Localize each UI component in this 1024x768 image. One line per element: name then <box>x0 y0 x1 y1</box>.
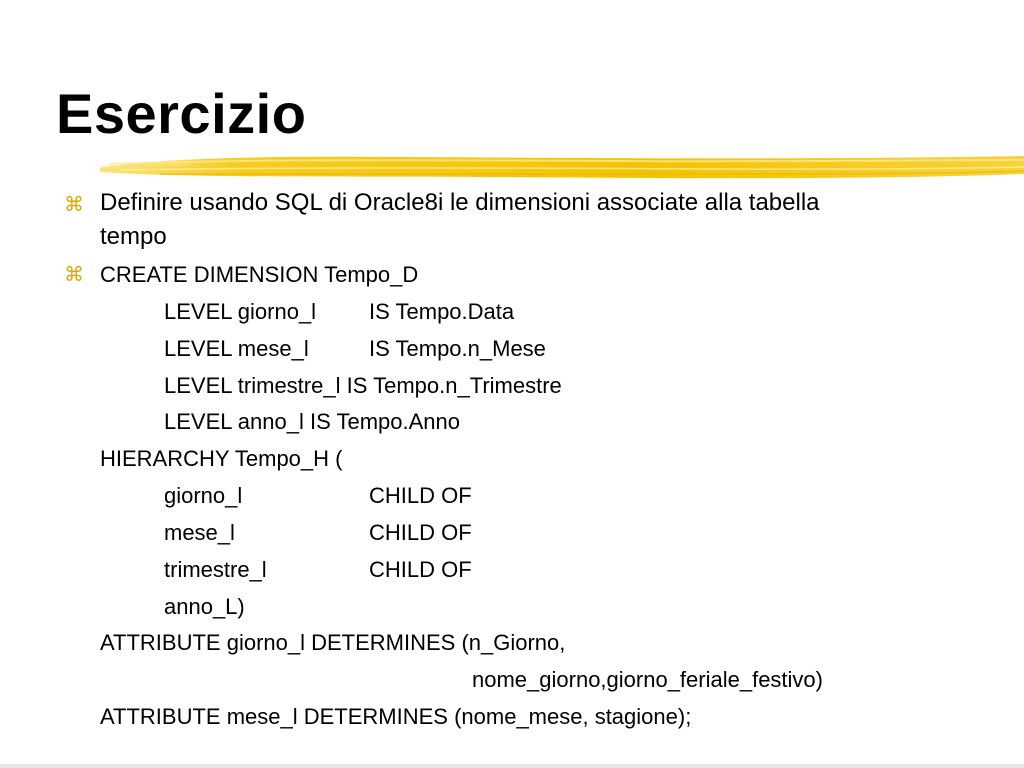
code-level-trimestre: LEVEL trimestre_l IS Tempo.n_Trimestre <box>164 373 562 398</box>
code-level-giorno-is: IS Tempo.Data <box>369 299 515 324</box>
code-level-mese-is: IS Tempo.n_Mese <box>369 336 546 361</box>
code-level-anno: LEVEL anno_l IS Tempo.Anno <box>164 409 460 434</box>
code-level-mese: LEVEL mese_l <box>164 336 309 361</box>
code-hierarchy-giorno: giorno_l <box>164 483 243 508</box>
code-hierarchy-giorno-child-of: CHILD OF <box>369 483 472 508</box>
bullet-1-line-2: tempo <box>100 223 167 250</box>
code-attribute-giorno-continued: nome_giorno,giorno_feriale_festivo) <box>472 667 823 692</box>
command-key-icon: ⌘ <box>64 264 84 286</box>
bullet-1-line-1: Definire usando SQL di Oracle8i le dimensioni associate alla tabella <box>100 189 820 216</box>
code-hierarchy-trimestre-child-of: CHILD OF <box>369 557 472 582</box>
code-hierarchy: HIERARCHY Tempo_H ( <box>100 446 343 471</box>
code-level-giorno: LEVEL giorno_l <box>164 299 317 324</box>
code-attribute-mese: ATTRIBUTE mese_l DETERMINES (nome_mese, stagione); <box>100 704 692 729</box>
code-hierarchy-trimestre: trimestre_l <box>164 557 267 582</box>
code-hierarchy-anno: anno_L) <box>164 594 245 619</box>
bullet-2-create-dimension: CREATE DIMENSION Tempo_D <box>100 262 419 287</box>
command-key-icon: ⌘ <box>64 194 84 216</box>
code-hierarchy-mese-child-of: CHILD OF <box>369 520 472 545</box>
code-hierarchy-mese: mese_l <box>164 520 235 545</box>
code-attribute-giorno: ATTRIBUTE giorno_l DETERMINES (n_Giorno, <box>100 630 566 655</box>
slide-bottom-edge <box>0 764 1024 768</box>
slide-title: Esercizio <box>56 82 307 145</box>
